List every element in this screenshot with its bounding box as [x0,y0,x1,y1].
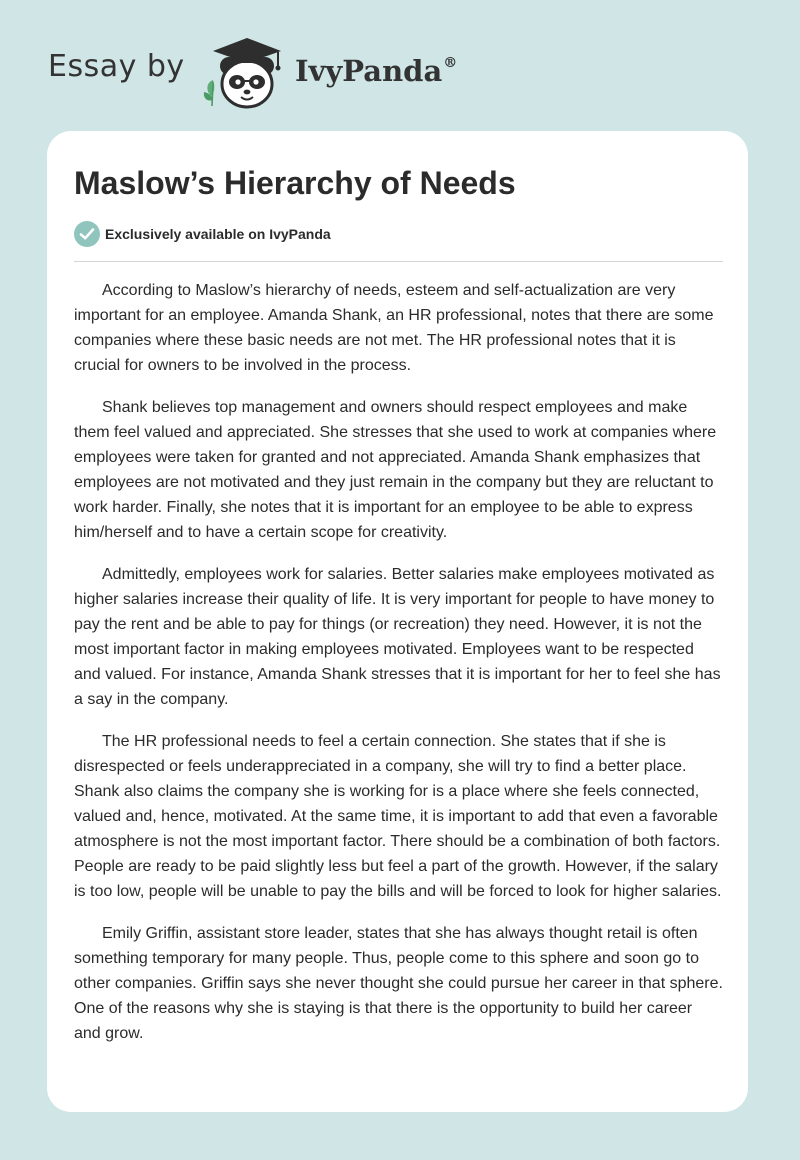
essay-card [47,131,748,1112]
paragraph: Admittedly, employees work for salaries. Better salaries make employees motivated as higher salaries increase their quality of life. It is very important for people to have money to pay the rent and be able to pay for things (or recreation) they need. However, it is not the most important factor in making employees motivated. Employees want to be respected and valued. For instance, Amanda Shank stresses that it is important for her to feel she has a say in the company. [74,566,721,708]
exclusive-badge [74,221,331,247]
essay-body [74,278,723,1063]
essay-by-label: Essay by [48,49,185,84]
registered-mark: ® [443,55,458,71]
panda-logo-icon [201,34,293,112]
title-divider [74,261,723,262]
brand-name[interactable] [295,54,457,88]
paragraph: Emily Griffin, assistant store leader, states that she has always thought retail is often something temporary for many people. Thus, people come to this sphere and soon go to other companies. Griffin says she never thought she could pursue her career in that sphere. One of the reasons why she is staying is that there is the opportunity to build her career and grow. [74,925,723,1042]
check-circle-icon [74,221,100,247]
site-header [48,30,748,120]
paragraph: According to Maslow’s hierarchy of needs, esteem and self-actualization are very important for an employee. Amanda Shank, an HR professional, notes that there are some companies where these basic needs are not met. The HR professional notes that it is crucial for owners to be involved in the process. [74,282,714,374]
page-title: Maslow’s Hierarchy of Needs [74,165,516,201]
paragraph: The HR professional needs to feel a certain connection. She states that if she is disrespected or feels underappreciated in a company, she will try to find a better place. Shank also claims the company she is working for is a place where she feels connected, valued and, hence, motivated. At the same time, it is important to add that even a favorable atmosphere is not the most important factor. There should be a combination of both factors. People are ready to be paid slightly less but feel a part of the growth. However, if the salary is too low, people will be unable to pay the bills and will be forced to look for higher salaries. [74,733,722,900]
brand-text: IvyPanda [295,54,443,88]
paragraph: Shank believes top management and owners should respect employees and make them feel valued and appreciated. She stresses that she used to work at companies where employees were taken for granted and not appreciated. Amanda Shank emphasizes that employees are not motivated and they just remain in the company but they are reluctant to work harder. Finally, she notes that it is important for an employee to be able to express him/herself and to have a certain scope for creativity. [74,399,717,541]
badge-label: Exclusively available on IvyPanda [105,226,331,242]
